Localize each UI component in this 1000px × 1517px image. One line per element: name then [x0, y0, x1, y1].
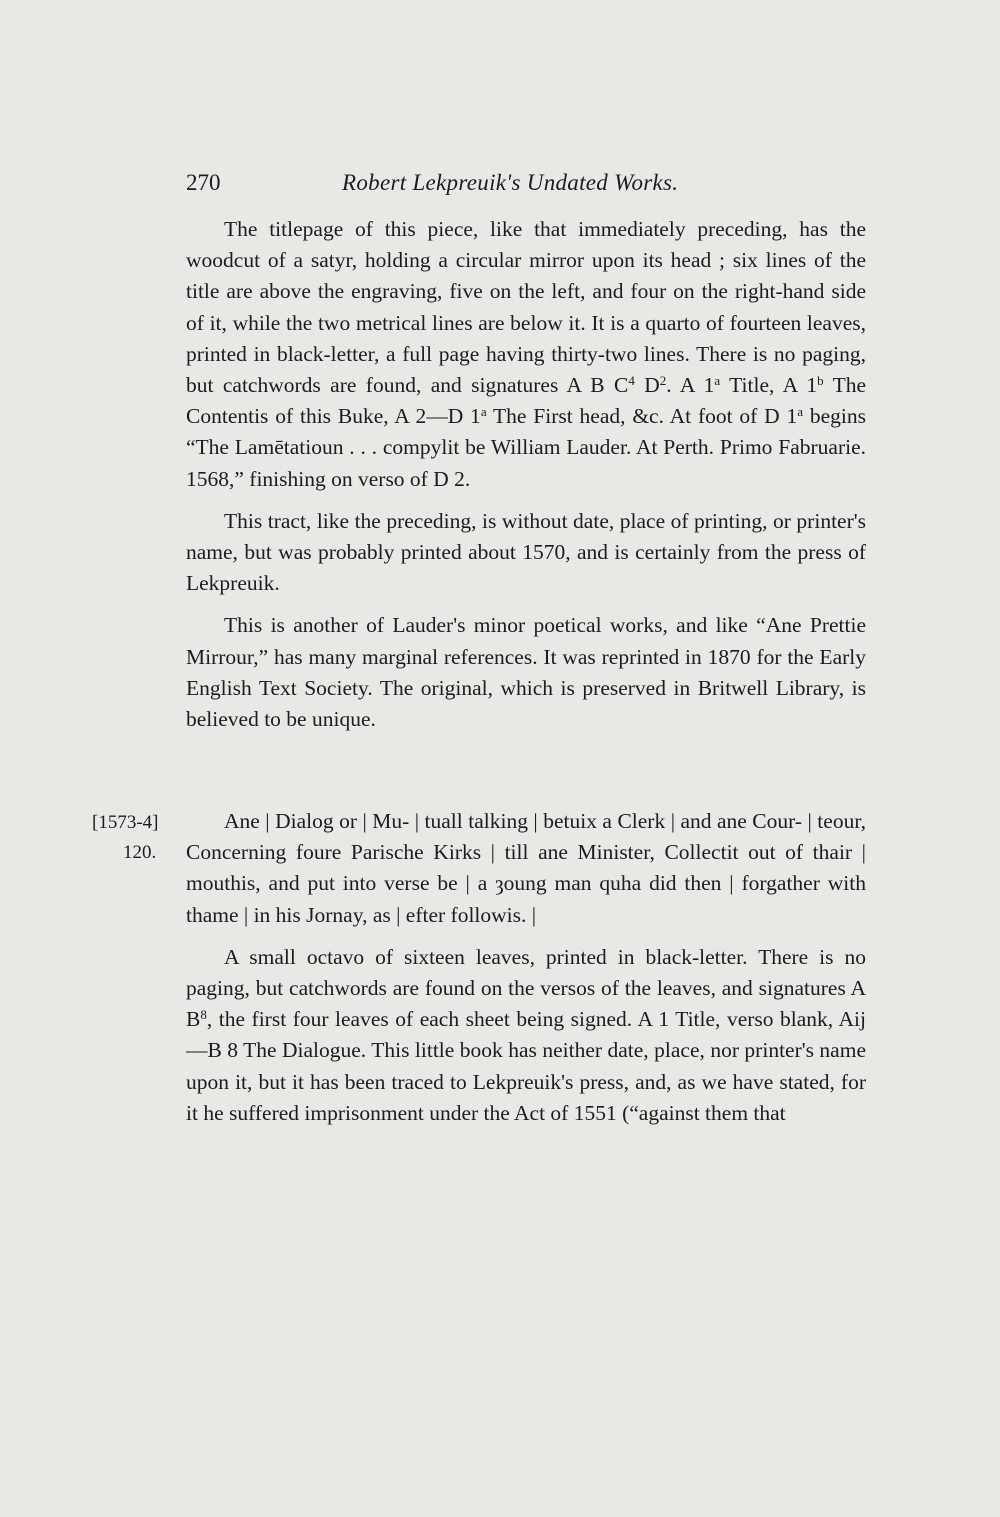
margin-year: [1573-4] — [92, 812, 159, 833]
running-title: Robert Lekpreuik's Undated Works. — [342, 170, 679, 195]
superscript: a — [480, 404, 487, 420]
paragraph — [186, 942, 866, 1129]
paragraph — [186, 610, 866, 735]
entry-block — [186, 806, 866, 1140]
superscript: a — [797, 404, 804, 420]
superscript: a — [714, 373, 721, 389]
paragraph — [186, 506, 866, 600]
superscript: b — [817, 373, 824, 389]
text-run: D — [634, 373, 660, 398]
superscript: 8 — [200, 1007, 207, 1023]
text-run: This tract, like the preceding, is without date, place of printing, or printer's name, but was probably printed about 1570, and is certainly from the press of Lekpreuik. — [186, 508, 866, 596]
text-run: The First head, &c. At foot of D 1 — [486, 404, 798, 429]
text-run: begins “The Lamētatioun . . . compylit be William Lauder. At Perth. Primo Fabruarie. 1568,” finishing on verso of D 2. — [186, 404, 866, 491]
entry-title: Ane | Dialog or | Mu- | tuall talking | betuix a Clerk | and ane Cour- | teour, Concerning foure Parische Kirks | till ane Minister, Collectit out of thair | mouthis, and put into verse be | a ȝoung man quha did then | forgather with thame | in his Jornay, as | efter followis. | — [186, 809, 866, 927]
text-run: The Contentis of this Buke, A 2—D 1 — [186, 373, 867, 429]
superscript: 4 — [628, 373, 635, 389]
top-text-block — [186, 214, 866, 746]
text-run: , the first four leaves of each sheet being signed. A 1 Title, verso blank, Aij—B 8 The Dialogue. This little book has neither date, place, nor printer's name upon it, but it has been traced to Lekpreuik's press, and, as we have stated, for it he suffered imprisonment under the Act of 1551 (“against them that — [186, 1007, 866, 1125]
page-header — [186, 168, 866, 202]
page-number: 270 — [186, 170, 221, 195]
text-run: A small octavo of sixteen leaves, printed in black-letter. There is no paging, but catchwords are found on the versos of the leaves, and signatures A B — [186, 944, 866, 1032]
text-run: . A 1 — [666, 373, 715, 398]
superscript: 2 — [659, 373, 667, 389]
text-run: Title, A 1 — [720, 373, 818, 398]
text-run: This is another of Lauder's minor poetical works, and like “Ane Prettie Mirrour,” has many marginal references. It was reprinted in 1870 for the Early English Text Society. The original, which is preserved in Britwell Library, is believed to be unique. — [186, 613, 866, 732]
text-run: The titlepage of this piece, like that immediately preceding, has the woodcut of a satyr, holding a circular mirror upon its head ; six lines of the title are above the engraving, five on the left, and four on the right-hand side of it, while the two metrical lines are below it. It is a quarto of fourteen leaves, printed in black-letter, a full page having thirty-two lines. There is no paging, but catchwords are found, and signatures A B C — [186, 217, 866, 398]
paragraph — [186, 214, 866, 495]
margin-entry-number: 120. — [123, 842, 157, 863]
